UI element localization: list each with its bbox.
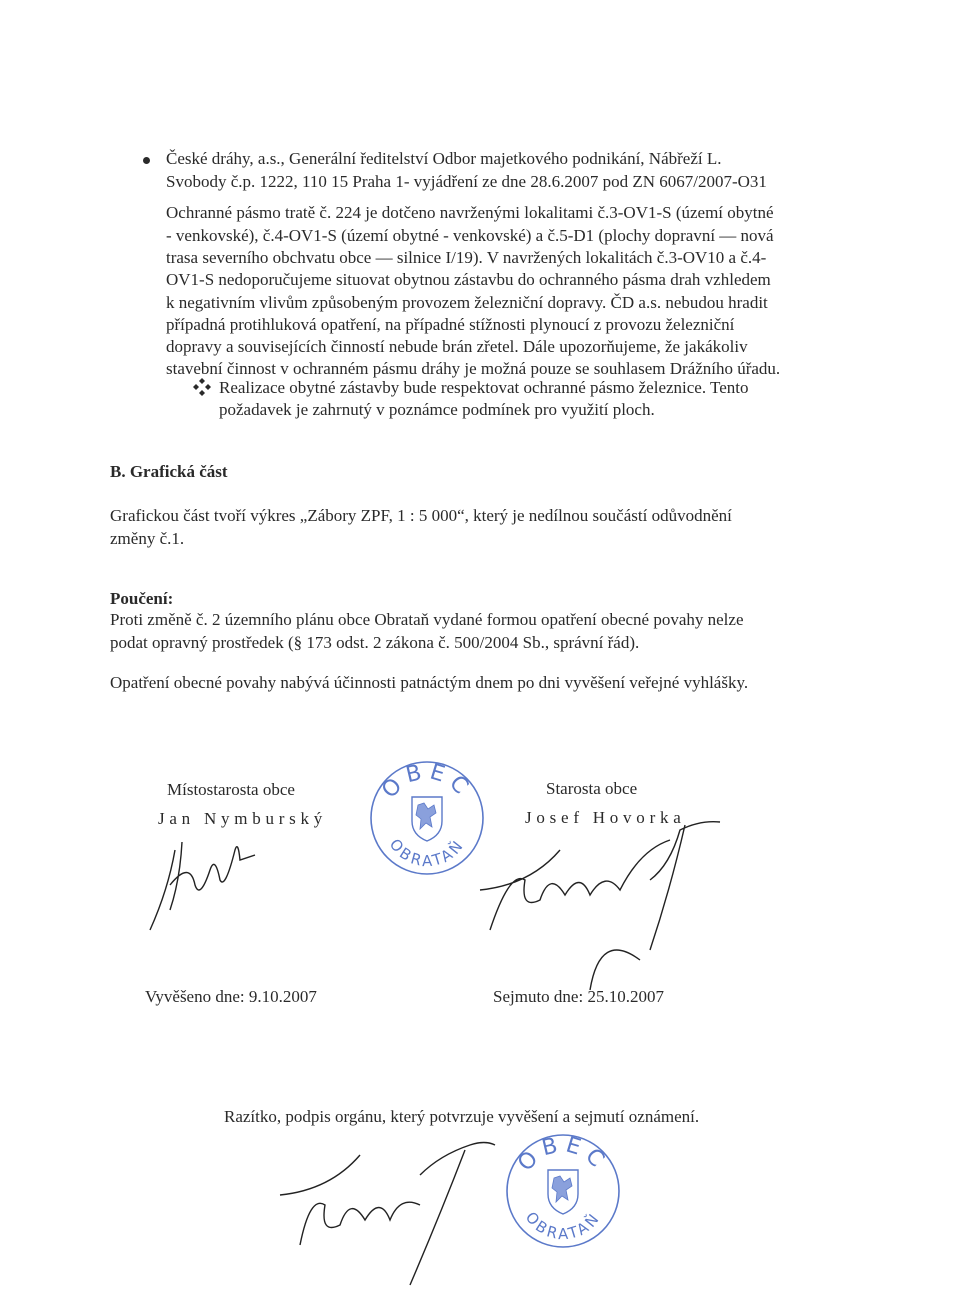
signature-nymbursky xyxy=(140,830,270,940)
pouceni-heading: Poučení: xyxy=(110,589,174,608)
effectiveness-text: Opatření obecné povahy nabývá účinnosti patnáctým dnem po dni vyvěšení veřejné vyhlášky. xyxy=(110,673,749,692)
paragraph-line-7: dopravy a souvisejících činností nebude brán zřetel. Dále upozorňujeme, že jakákoliv xyxy=(166,337,748,356)
paragraph-line-4: OV1-S nedoporučujeme situovat obytnou zástavbu do ochranného pásma drah vzhledem xyxy=(166,270,771,289)
stamp-top-text: OBEC xyxy=(377,759,477,804)
bullet-dot xyxy=(143,157,150,164)
posted-date: Vyvěšeno dne: 9.10.2007 xyxy=(145,987,317,1006)
pouceni-line-2: podat opravný prostředek (§ 173 odst. 2 zákona č. 500/2004 Sb., správní řád). xyxy=(110,633,640,652)
left-role: Místostarosta obce xyxy=(167,780,295,799)
paragraph-line-1: Ochranné pásmo tratě č. 224 je dotčeno navrženými lokalitami č.3-OV1-S (území obytné xyxy=(166,203,774,222)
section-b-heading: B. Grafická část xyxy=(110,462,228,481)
paragraph-line-3: trasa severního obchvatu obce — silnice I/19). V navržených lokalitách č.3-OV10 a č.4- xyxy=(166,248,767,267)
bullet-line-1: České dráhy, a.s., Generální ředitelství Odbor majetkového podnikání, Nábřeží L. xyxy=(166,149,722,168)
signature-bottom xyxy=(270,1135,510,1292)
stamp2-top-text: OBEC xyxy=(513,1132,613,1177)
svg-text:OBRATAŇ xyxy=(386,835,469,870)
pouceni-line-1: Proti změně č. 2 územního plánu obce Obrataň vydané formou opatření obecné povahy nelze xyxy=(110,610,744,629)
bullet-line-2: Svobody č.p. 1222, 110 15 Praha 1- vyjádření ze dne 28.6.2007 pod ZN 6067/2007-O31 xyxy=(166,172,767,191)
coat-of-arms-icon xyxy=(412,797,442,841)
municipal-stamp-2 xyxy=(502,1130,624,1252)
subbullet-line-2: požadavek je zahrnutý v poznámce podmínek pro využití ploch. xyxy=(219,400,655,419)
paragraph-line-2: - venkovské), č.4-OV1-S (území obytné - venkovské) a č.5-D1 (plochy dopravní — nová xyxy=(166,226,774,245)
subbullet-line-1: Realizace obytné zástavby bude respektovat ochranné pásmo železnice. Tento xyxy=(219,378,749,397)
stamp-bottom-text: OBRATAŇ xyxy=(385,835,469,871)
paragraph-line-5: k negativním vlivům způsobeným provozem železniční dopravy. ČD a.s. nebudou hradit xyxy=(166,293,768,312)
removed-date: Sejmuto dne: 25.10.2007 xyxy=(493,987,664,1006)
section-b-line-1: Grafickou část tvoří výkres „Zábory ZPF, 1 : 5 000“, který je nedílnou součástí odůvodnění xyxy=(110,506,732,525)
diamond-bullet-icon xyxy=(193,378,211,396)
footer-note: Razítko, podpis orgánu, který potvrzuje vyvěšení a sejmutí oznámení. xyxy=(224,1107,700,1126)
svg-text:OBRATAŇ xyxy=(522,1208,605,1243)
coat-of-arms-icon xyxy=(548,1170,578,1214)
signature-hovorka xyxy=(470,810,730,1000)
stamp2-bottom-text: OBRATAŇ xyxy=(521,1208,605,1244)
section-b-line-2: změny č.1. xyxy=(110,529,185,548)
paragraph-line-8: stavební činnost v ochranném pásmu dráhy je možná pouze se souhlasem Drážního úřadu. xyxy=(166,359,781,378)
paragraph-line-6: případná protihluková opatření, na případné stížnosti plynoucí z provozu železniční xyxy=(166,315,735,334)
left-name: Jan Nymburský xyxy=(158,809,328,828)
right-name: Josef Hovorka xyxy=(525,808,686,827)
right-role: Starosta obce xyxy=(546,779,638,798)
